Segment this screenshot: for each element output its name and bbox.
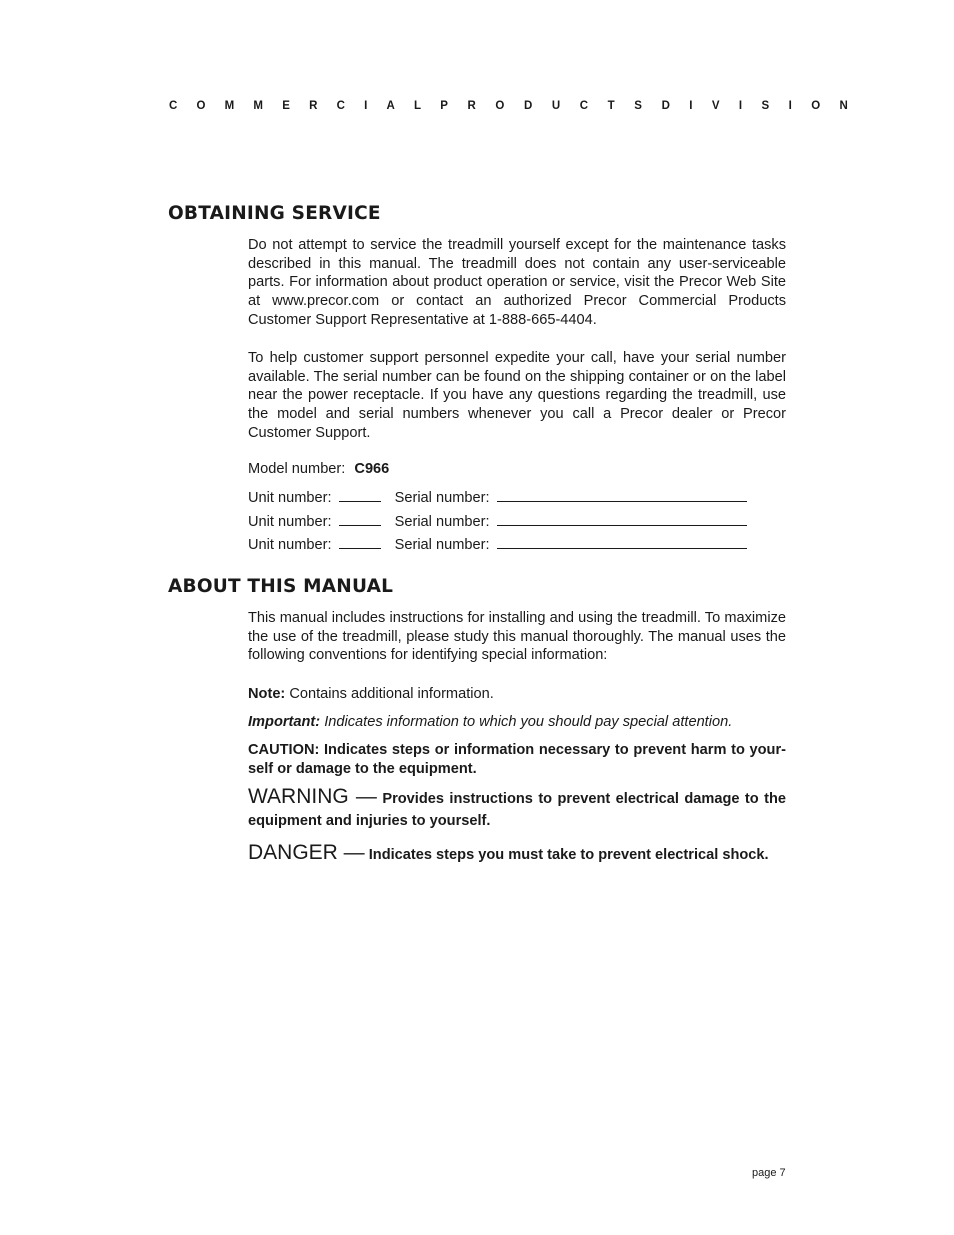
- unit-serial-row-1: [248, 488, 747, 507]
- running-header: [169, 100, 868, 112]
- section-title-obtaining-service: OBTAINING SERVICE: [168, 203, 381, 224]
- important-label: Important:: [248, 714, 321, 730]
- caution-convention: CAUTION: Indicates steps or information necessary to prevent harm to your-self or damage to the equipment.: [248, 742, 786, 777]
- important-convention: [248, 713, 786, 732]
- unit-number-blank[interactable]: [339, 488, 381, 502]
- serial-number-blank[interactable]: [497, 535, 747, 549]
- header-word-products: PRODUCTS: [440, 100, 662, 112]
- unit-number-label: Unit number:: [248, 537, 332, 553]
- model-number-value: C966: [354, 461, 390, 477]
- note-text: Contains additional information.: [285, 686, 494, 702]
- unit-serial-row-3: [248, 535, 747, 554]
- danger-text: Indicates steps you must take to prevent electrical shock.: [364, 847, 769, 863]
- danger-convention: [248, 842, 786, 866]
- model-number-label: Model number:: [248, 461, 346, 477]
- unit-number-label: Unit number:: [248, 514, 332, 530]
- header-word-commercial: COMMERCIAL: [169, 100, 441, 112]
- unit-number-label: Unit number:: [248, 490, 332, 506]
- header-word-division: DIVISION: [661, 100, 868, 112]
- important-text: Indicates information to which you should pay special attention.: [320, 714, 733, 730]
- warning-label: WARNING —: [248, 785, 377, 808]
- unit-number-blank[interactable]: [339, 512, 381, 526]
- serial-number-blank[interactable]: [497, 488, 747, 502]
- warning-convention: [248, 786, 786, 832]
- serial-number-label: Serial number:: [394, 537, 490, 553]
- note-convention: [248, 685, 786, 704]
- serial-number-label: Serial number:: [394, 490, 490, 506]
- serial-number-blank[interactable]: [497, 512, 747, 526]
- manual-paragraph-1: This manual includes instructions for installing and using the treadmill. To maximize the use of the treadmill, please study this manual thoroughly. The manual uses the following conventions for identifying special information:: [248, 610, 786, 664]
- note-label: Note:: [248, 686, 286, 702]
- warning-text: Provides instructions to prevent electrical damage to the equipment and injuries to yourself.: [248, 791, 786, 829]
- section-title-about-this-manual: ABOUT THIS MANUAL: [168, 576, 394, 597]
- unit-serial-row-2: [248, 512, 747, 531]
- unit-number-blank[interactable]: [339, 535, 381, 549]
- danger-label: DANGER —: [248, 841, 365, 864]
- service-paragraph-2: To help customer support personnel expedite your call, have your serial number available. The serial number can be found on the shipping container or on the label near the power receptacle. If you have any questions regarding the treadmill, use the model and serial numbers whenever you call a Precor dealer or Precor Customer Support.: [248, 350, 786, 441]
- serial-number-label: Serial number:: [394, 514, 490, 530]
- model-number-row: [248, 460, 389, 478]
- page-number: page 7: [752, 1167, 786, 1179]
- service-paragraph-1: Do not attempt to service the treadmill yourself except for the maintenance tasks described in this manual. The treadmill does not contain any user-serviceable parts. For information about product operation or service, visit the Precor Web Site at www.precor.com or contact an authorized Precor Commercial Products Customer Support Representative at 1-888-665-4404.: [248, 237, 786, 328]
